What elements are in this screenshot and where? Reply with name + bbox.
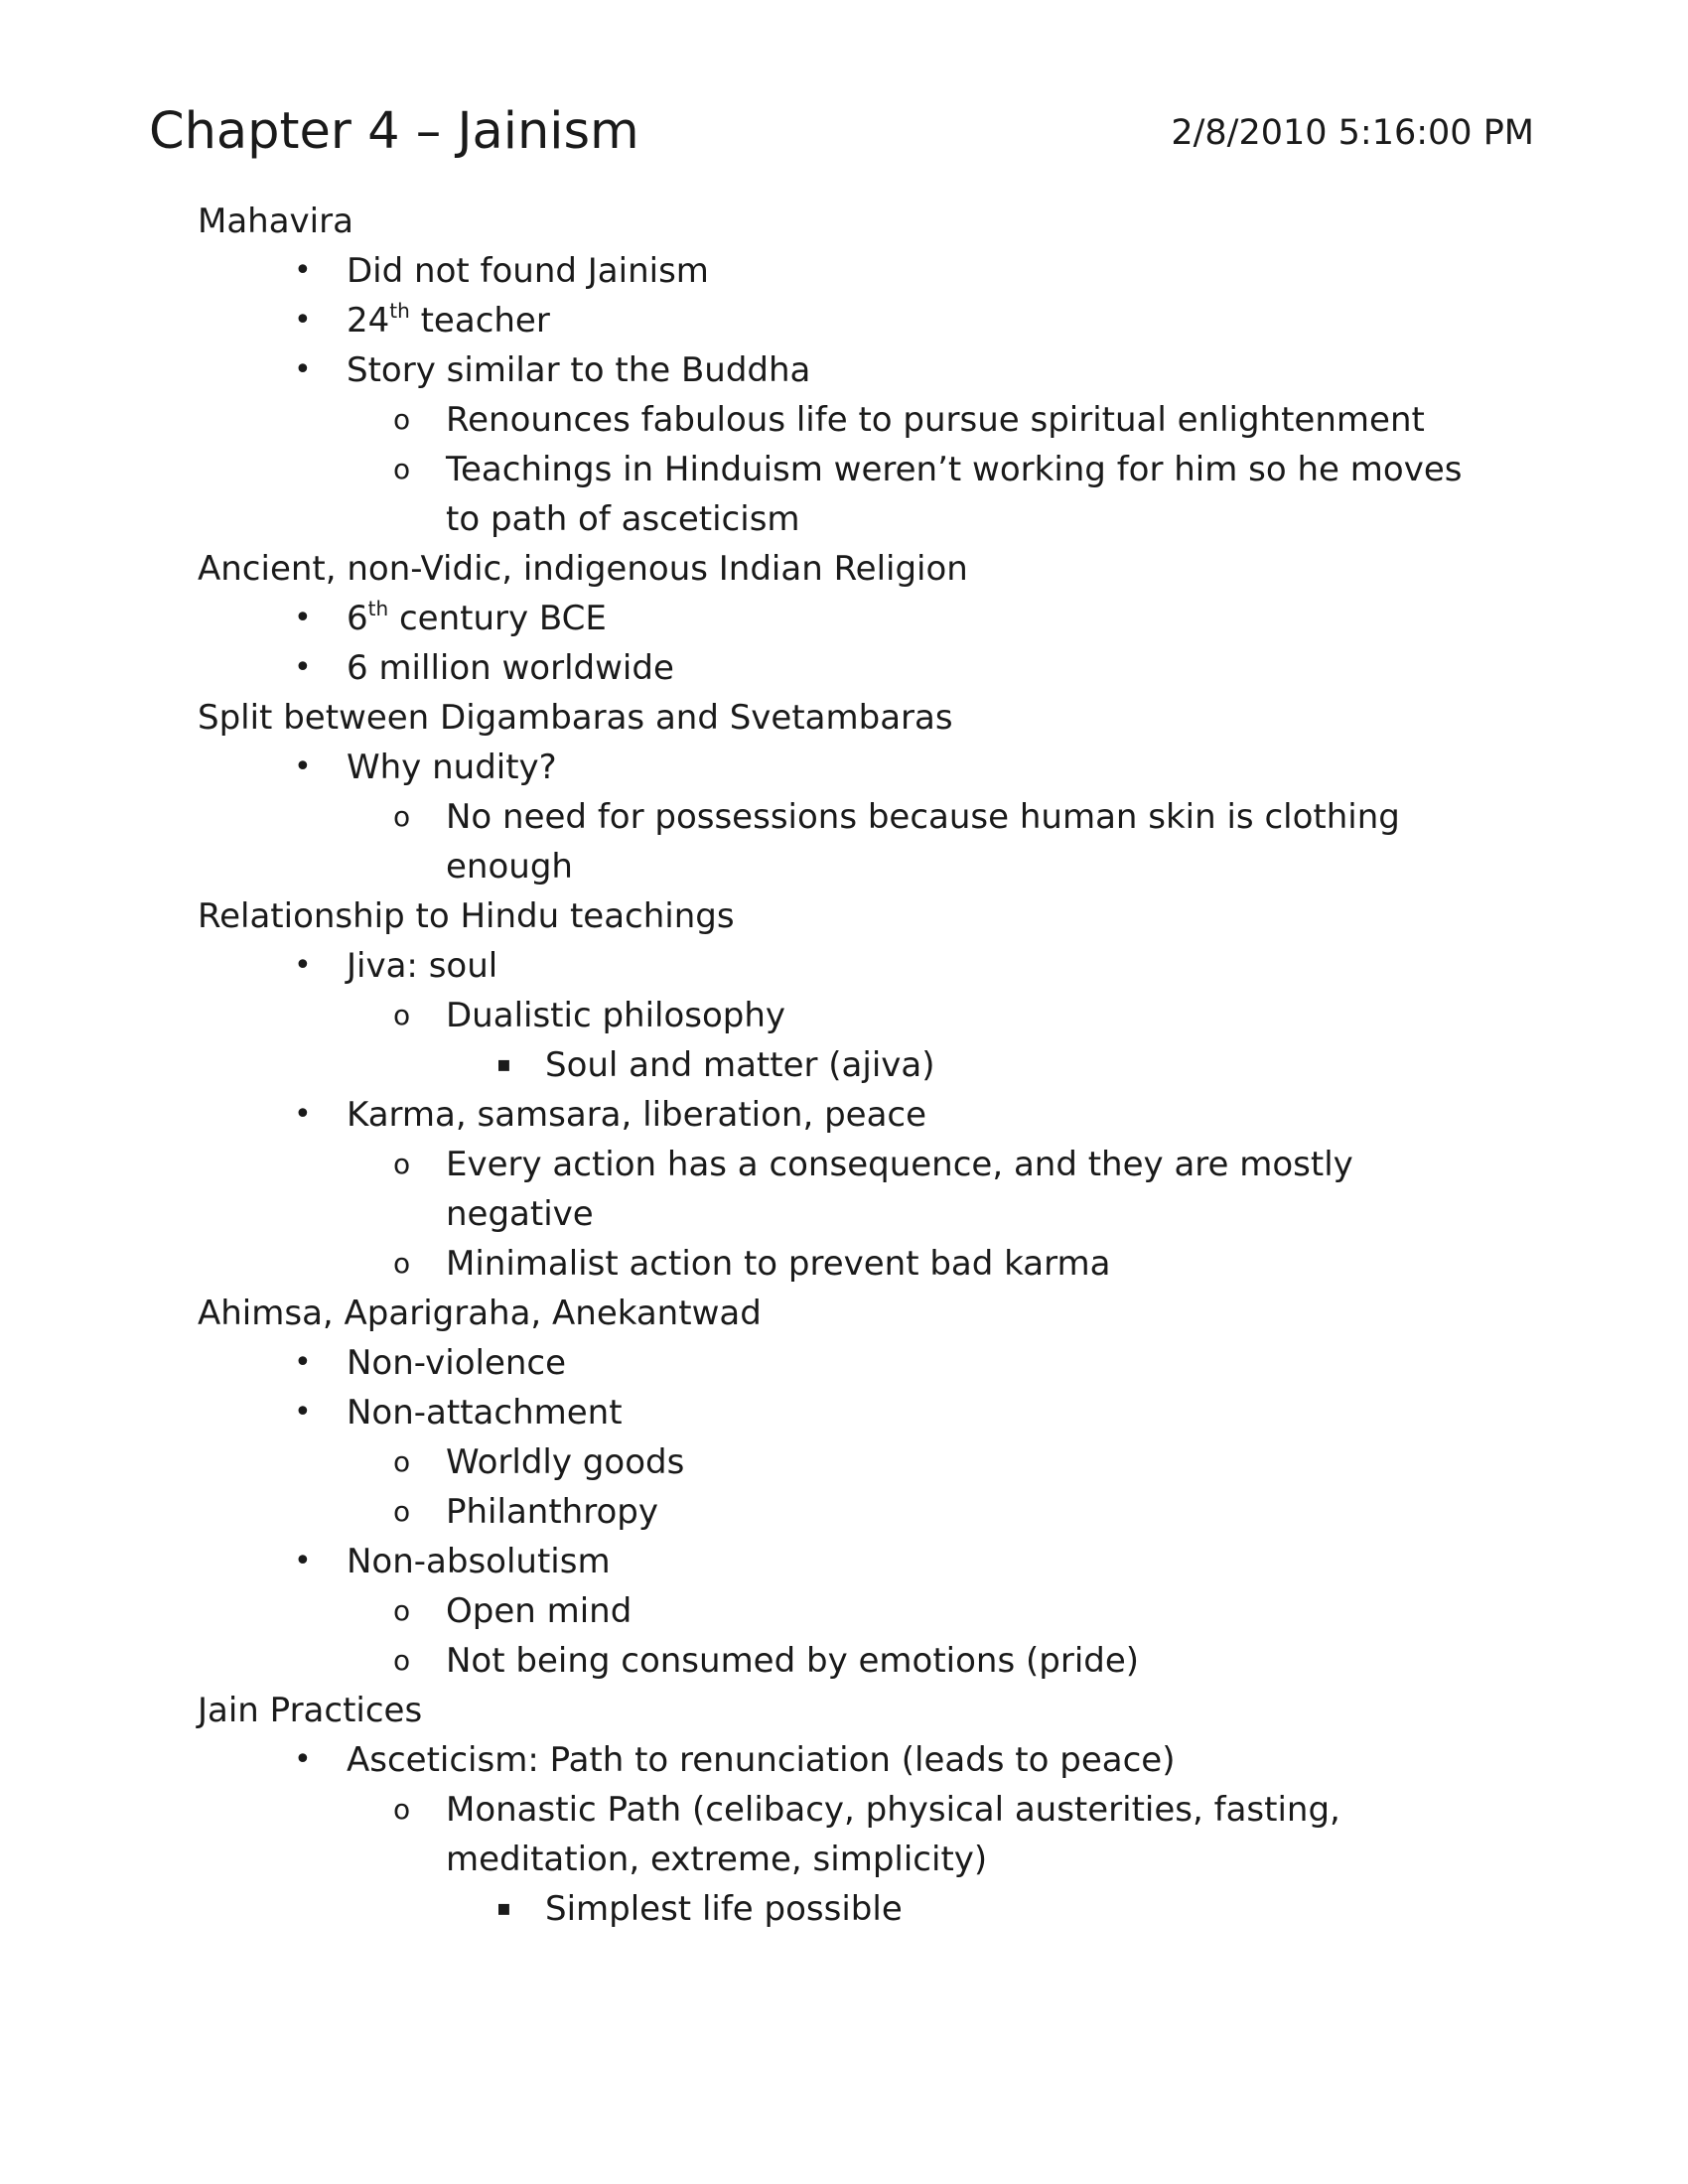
circle-bullet-icon: o [393,453,411,485]
list-item: • Did not found Jainism [0,246,1688,296]
circle-bullet-icon: o [393,800,411,833]
list-item: • 6 million worldwide [0,643,1688,693]
page-title: Chapter 4 – Jainism [149,102,639,161]
list-item: • Story similar to the Buddha [0,345,1688,395]
sub-list-item: o Dualistic philosophy [0,991,1688,1040]
list-item: • Non-absolutism [0,1537,1688,1586]
disc-bullet-icon: • [294,1345,312,1380]
list-item: • Jiva: soul [0,941,1688,991]
sub-list-item: o Every action has a consequence, and they are mostly [0,1140,1688,1189]
circle-bullet-icon: o [393,403,411,436]
list-item: • Non-violence [0,1338,1688,1388]
disc-bullet-icon: • [294,303,312,338]
page-timestamp: 2/8/2010 5:16:00 PM [1171,113,1534,153]
sub-list-item: o Renounces fabulous life to pursue spiritual enlightenment [0,395,1688,445]
circle-bullet-icon: o [393,1148,411,1180]
list-item: • Asceticism: Path to renunciation (leads to peace) [0,1735,1688,1785]
square-bullet-icon: ▪ [496,1896,511,1921]
circle-bullet-icon: o [393,1495,411,1528]
sub-list-item: o Monastic Path (celibacy, physical austerities, fasting, [0,1785,1688,1835]
sub-list-item-continuation: meditation, extreme, simplicity) [446,1840,988,1879]
disc-bullet-icon: • [294,352,312,387]
sub-list-item: o Teachings in Hinduism weren’t working for him so he moves [0,445,1688,494]
square-bullet-icon: ▪ [496,1052,511,1077]
circle-bullet-icon: o [393,1644,411,1677]
heading-jain-practices: Jain Practices [198,1691,423,1730]
circle-bullet-icon: o [393,999,411,1031]
heading-split: Split between Digambaras and Svetambaras [198,698,953,738]
sub-list-item-continuation: enough [446,847,573,887]
list-item: • 24th teacher [0,296,1688,345]
sub-list-item: o No need for possessions because human skin is clothing [0,792,1688,842]
disc-bullet-icon: • [294,750,312,784]
sub-list-item-continuation: negative [446,1194,594,1234]
disc-bullet-icon: • [294,253,312,288]
disc-bullet-icon: • [294,601,312,635]
list-item: • Why nudity? [0,743,1688,792]
heading-ancient-religion: Ancient, non-Vidic, indigenous Indian Religion [198,549,968,589]
disc-bullet-icon: • [294,948,312,983]
disc-bullet-icon: • [294,650,312,685]
heading-ahimsa: Ahimsa, Aparigraha, Anekantwad [198,1294,762,1333]
notes-outline [0,197,1688,1934]
list-item: • Karma, samsara, liberation, peace [0,1090,1688,1140]
list-item: • 6th century BCE [0,594,1688,643]
sub-list-item: o Open mind [0,1586,1688,1636]
circle-bullet-icon: o [393,1793,411,1826]
disc-bullet-icon: • [294,1395,312,1430]
sub-sub-list-item: ▪ Simplest life possible [0,1884,1688,1934]
page-header [149,97,1534,167]
heading-hindu-relationship: Relationship to Hindu teachings [198,896,735,936]
list-item: • Non-attachment [0,1388,1688,1437]
circle-bullet-icon: o [393,1445,411,1478]
disc-bullet-icon: • [294,1097,312,1132]
sub-list-item: o Not being consumed by emotions (pride) [0,1636,1688,1686]
sub-list-item: o Worldly goods [0,1437,1688,1487]
disc-bullet-icon: • [294,1544,312,1578]
circle-bullet-icon: o [393,1594,411,1627]
heading-mahavira: Mahavira [198,202,353,241]
circle-bullet-icon: o [393,1247,411,1280]
sub-list-item-continuation: to path of asceticism [446,499,800,539]
sub-sub-list-item: ▪ Soul and matter (ajiva) [0,1040,1688,1090]
sub-list-item: o Minimalist action to prevent bad karma [0,1239,1688,1289]
disc-bullet-icon: • [294,1742,312,1777]
sub-list-item: o Philanthropy [0,1487,1688,1537]
